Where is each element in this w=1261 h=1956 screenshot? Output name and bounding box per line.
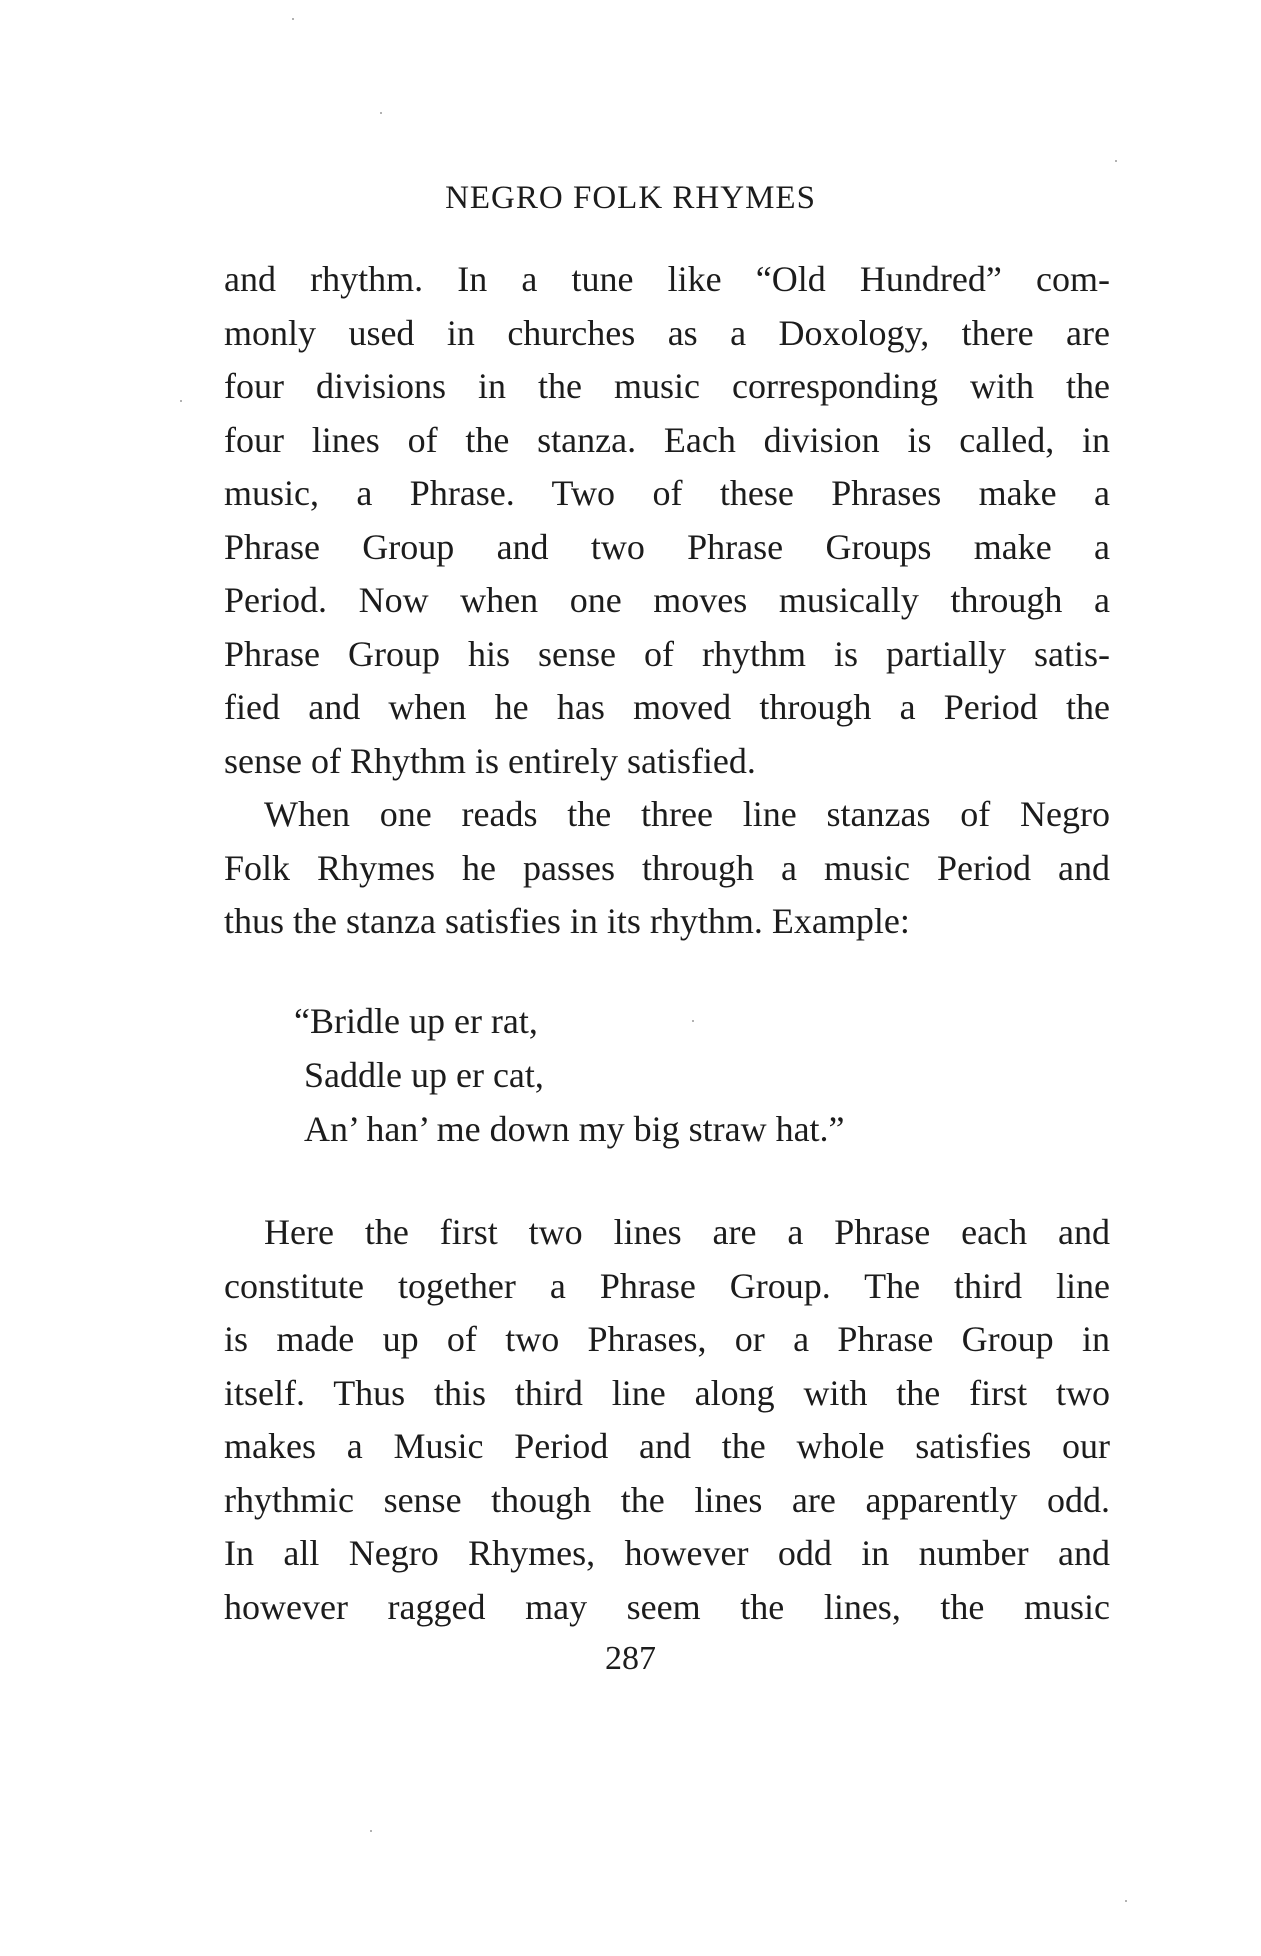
text-line: Phrase Group his sense of rhythm is partially satis- [224, 633, 1110, 674]
text-line: makes a Music Period and the whole satisfies our [224, 1426, 1110, 1466]
text-line: itself. Thus this third line along with the first two [224, 1372, 1110, 1413]
text-line: constitute together a Phrase Group. The third line [224, 1265, 1110, 1306]
paper-speck [380, 112, 382, 114]
poem-line: “Bridle up er rat, [294, 1001, 538, 1041]
text-line: rhythmic sense though the lines are apparently odd. [224, 1479, 1110, 1520]
poem-stanza [294, 994, 845, 1156]
paper-speck [370, 1830, 372, 1832]
page-number: 287 [605, 1640, 656, 1677]
paper-speck [1125, 1900, 1127, 1902]
text-line: When one reads the three line stanzas of Negro [264, 794, 1110, 834]
text-line: monly used in churches as a Doxology, there are [224, 312, 1110, 353]
paper-speck [692, 1020, 694, 1022]
text-line: fied and when he has moved through a Period the [224, 687, 1110, 727]
poem-line: An’ han’ me down my big straw hat.” [304, 1109, 845, 1149]
text-line: Phrase Group and two Phrase Groups make a [224, 526, 1110, 567]
text-line: four lines of the stanza. Each division is called, in [224, 419, 1110, 460]
text-line: Here the first two lines are a Phrase each and [264, 1212, 1110, 1252]
text-line: and rhythm. In a tune like “Old Hundred” com- [224, 259, 1110, 299]
poem-line: Saddle up er cat, [304, 1055, 544, 1095]
paper-speck [180, 400, 182, 402]
text-line: sense of Rhythm is entirely satisfied. [224, 740, 756, 781]
paper-speck [292, 18, 294, 20]
text-line: music, a Phrase. Two of these Phrases make a [224, 473, 1110, 513]
text-line: Period. Now when one moves musically through a [224, 580, 1110, 620]
paragraph-2 [224, 788, 1110, 949]
text-line: In all Negro Rhymes, however odd in number and [224, 1533, 1110, 1573]
text-line: four divisions in the music corresponding with the [224, 366, 1110, 406]
paper-speck [1115, 160, 1117, 162]
text-line: Folk Rhymes he passes through a music Period and [224, 847, 1110, 888]
text-line: is made up of two Phrases, or a Phrase Group in [224, 1319, 1110, 1359]
text-line: thus the stanza satisfies in its rhythm. Example: [224, 901, 910, 941]
running-head: NEGRO FOLK RHYMES [445, 180, 816, 216]
paragraph-3 [224, 1206, 1110, 1634]
text-line: however ragged may seem the lines, the music [224, 1586, 1110, 1627]
paragraph-1 [224, 253, 1110, 788]
